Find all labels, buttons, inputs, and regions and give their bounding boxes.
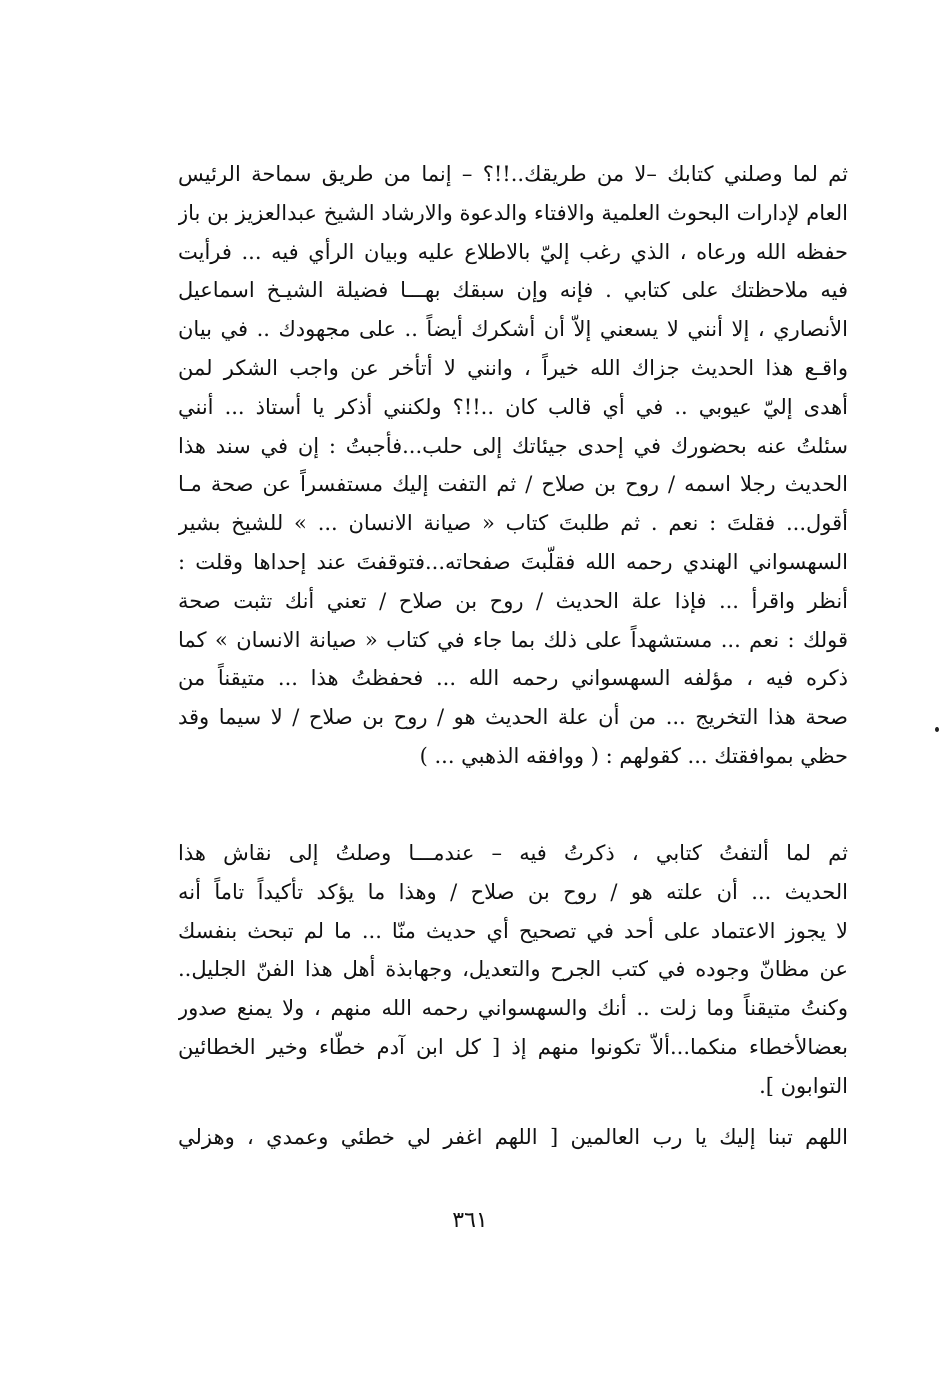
text-line: الأنصاري ، إلا أنني لا يسعني إلاّ أن أشكرك أيضاً .. على مجهودك .. في بيان — [178, 317, 848, 342]
text-line: ثم لما وصلني كتابك –لا من طريقك..!!؟ – إنما من طريق سماحة الرئيس — [178, 162, 848, 186]
text-line: ثم لما ألتفتُ كتابي ، ذكرتُ فيه – عندمـــا وصلتُ إلى نقاش هذا — [178, 841, 848, 865]
text-line: واقـع هذا الحديث جزاك الله خيراً ، وانني لا أتأخر عن واجب الشكر لمن — [178, 355, 848, 380]
text-line: أقول... فقلتَ : نعم . ثم طلبتَ كتاب « صيانة الانسان ... » للشيخ بشير — [178, 511, 848, 536]
text-line: العام لإدارات البحوث العلمية والافتاء والدعوة والارشاد الشيخ عبدالعزيز بن باز — [178, 200, 848, 225]
paragraph-2 — [178, 834, 848, 1106]
text-line: بعضالأخطاء منكما...ألاّ تكونوا منهم إذ [ كل ابن آدم خطّاء وخير الخطائين — [178, 1034, 848, 1059]
text-line: صحة هذا التخريج ... من أن علة الحديث هو / روح بن صلاح / لا سيما وقد — [178, 705, 848, 730]
text-line: السهسواني الهندي رحمه الله فقلّبتَ صفحاته...فتوقفتَ عند إحداها وقلت : — [178, 549, 848, 574]
text-line: أنظر واقرأ ... فإذا علة الحديث / روح بن صلاح / تعني أنك تثبت صحة — [178, 588, 848, 613]
text-line: الحديث رجلا اسمه / روح بن صلاح / ثم التفت إليك مستفسراً عن صحة مـا — [178, 472, 848, 497]
text-line: فيه ملاحظتك على كتابي . فإنه وإن سبقك بهـــا فضيلة الشيـخ اسماعيل — [178, 278, 848, 303]
text-line: قولك : نعم ... مستشهداً على ذلك بما جاء في كتاب « صيانة الانسان » كما — [178, 627, 848, 652]
text-line: التوابون ]. — [759, 1073, 848, 1098]
text-line: أهدى إليّ عيوبي .. في أي قالب كان ..!!؟ ولكنني أذكر يا أستاذ ... أنني — [178, 394, 848, 419]
margin-dot — [935, 727, 939, 732]
text-line: عن مظانّ وجوده في كتب الجرح والتعديل، وجهابذة أهل هذا الفنّ الجليل.. — [178, 957, 848, 982]
text-line: حفظه الله ورعاه ، الذي رغب إليّ بالاطلاع عليه وبيان الرأي فيه ... فرأيت — [178, 239, 848, 264]
paragraph-1 — [178, 155, 848, 776]
text-line: الحديث ... أن علته هو / روح بن صلاح / وهذا ما يؤكد تأكيداً تاماً أنه — [178, 879, 848, 904]
text-line: حظي بموافقتك ... كقولهم : ( ووافقه الذهبي ... ) — [419, 743, 848, 768]
text-line: وكنتُ متيقناً وما زلت .. أنك والسهسواني رحمه الله منهم ، ولا يمنع صدور — [178, 996, 848, 1021]
text-line: اللهم تبنا إليك يا رب العالمين [ اللهم اغفر لي خطئي وعمدي ، وهزلي — [178, 1125, 848, 1149]
text-line: سئلتُ عنه بحضورك في إحدى جيئاتك إلى حلب...فأجبتُ : إن في سند هذا — [178, 433, 848, 458]
paragraph-3 — [178, 1118, 848, 1157]
text-line: لا يجوز الاعتماد على أحد في تصحيح أي حديث منّا ... ما لم تبحث بنفسك — [178, 918, 848, 943]
text-line: ذكره فيه ، مؤلفه السهسواني رحمه الله ... فحفظتُ هذا ... متيقناً من — [178, 666, 848, 691]
page-number: ٣٦١ — [452, 1208, 488, 1233]
